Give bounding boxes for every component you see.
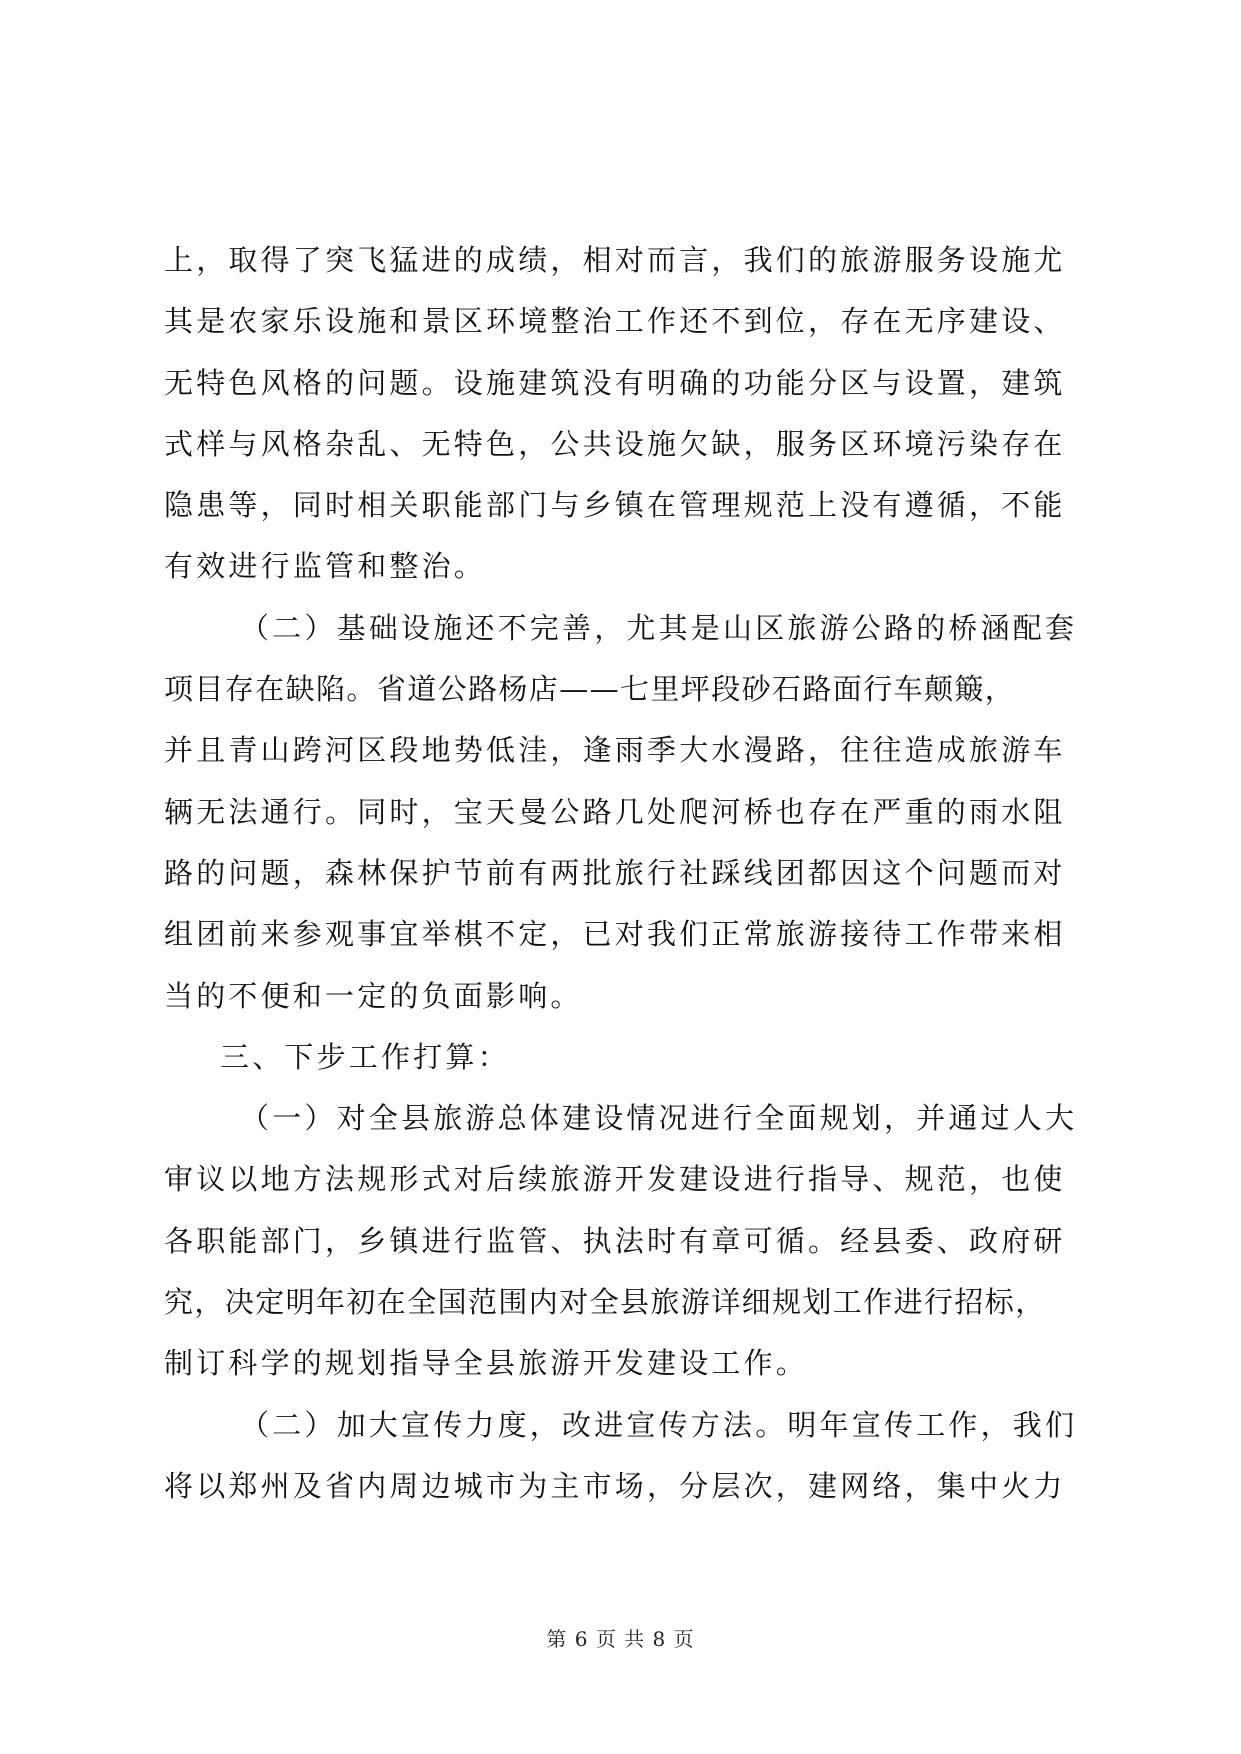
text-line: 当的不便和一定的负面影响。: [164, 978, 583, 1013]
text-line: 式样与风格杂乱、无特色，公共设施欠缺，服务区环境污染存在: [164, 426, 1066, 461]
text-line: 路的问题，森林保护节前有两批旅行社踩线团都因这个问题而对: [164, 855, 1066, 890]
document-body: [164, 230, 1084, 1517]
text-line: 辆无法通行。同时，宝天曼公路几处爬河桥也存在严重的雨水阻: [164, 794, 1066, 829]
text-line: 上，取得了突飞猛进的成绩，相对而言，我们的旅游服务设施尤: [164, 243, 1066, 277]
text-line: （一）对全县旅游总体建设情况进行全面规划，并通过人大: [240, 1101, 1078, 1136]
text-line: 制订科学的规划指导全县旅游开发建设工作。: [164, 1346, 809, 1381]
text-line: 隐患等，同时相关职能部门与乡镇在管理规范上没有遵循，不能: [164, 488, 1066, 523]
text-line: 无特色风格的问题。设施建筑没有明确的功能分区与设置，建筑: [164, 365, 1066, 400]
text-line: 各职能部门，乡镇进行监管、执法时有章可循。经县委、政府研: [164, 1223, 1066, 1258]
text-line: 将以郑州及省内周边城市为主市场，分层次，建网络，集中火力: [164, 1468, 1066, 1503]
text-line: 审议以地方法规形式对后续旅游开发建设进行指导、规范，也使: [164, 1162, 1066, 1197]
text-line: 究，决定明年初在全国范围内对全县旅游详细规划工作进行招标，: [164, 1285, 1046, 1320]
page-number-footer: 第 6 页 共 8 页: [546, 1627, 695, 1651]
text-line: 组团前来参观事宜举棋不定，已对我们正常旅游接待工作带来相: [164, 917, 1066, 952]
section-heading: 三、下步工作打算：: [220, 1039, 510, 1074]
text-line: （二）基础设施还不完善，尤其是山区旅游公路的桥涵配套: [240, 610, 1078, 645]
text-line: 其是农家乐设施和景区环境整治工作还不到位，存在无序建设、: [164, 304, 1066, 339]
text-line: 项目存在缺陷。省道公路杨店——七里坪段砂石路面行车颠簸，: [164, 672, 1016, 707]
text-line: （二）加大宣传力度，改进宣传方法。明年宣传工作，我们: [240, 1407, 1078, 1442]
text-line: 有效进行监管和整治。: [164, 549, 487, 584]
text-line: 并且青山跨河区段地势低洼，逢雨季大水漫路，往往造成旅游车: [164, 733, 1066, 768]
